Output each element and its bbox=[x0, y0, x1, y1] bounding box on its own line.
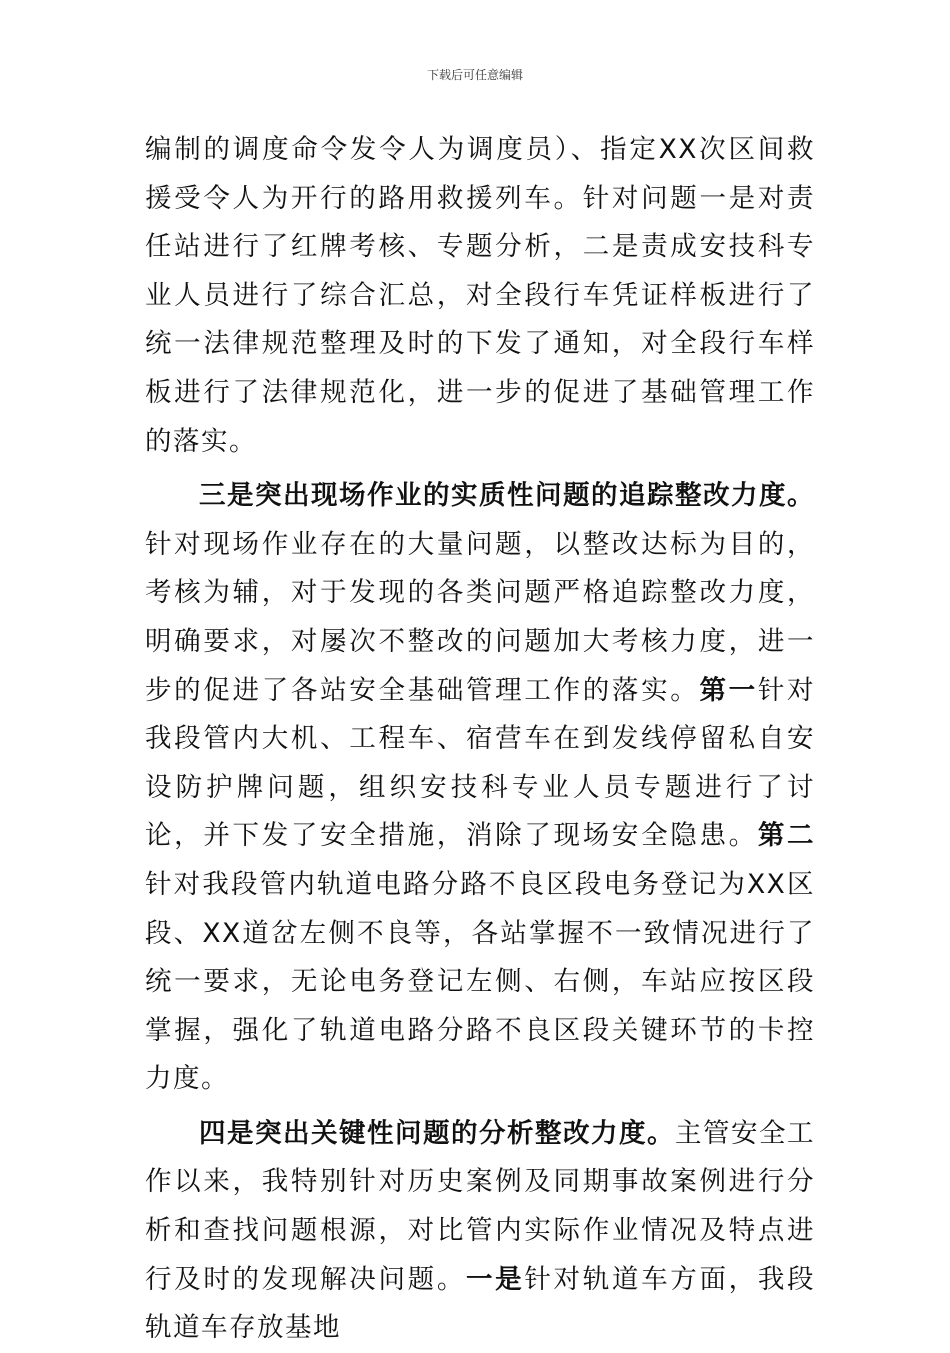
paragraph-heading: 三是突出现场作业的实质性问题的追踪整改力度。 bbox=[199, 480, 815, 512]
item-marker-one: 一是 bbox=[466, 1263, 525, 1295]
paragraph-text: 编制的调度命令发令人为调度员）、指定XX次区间救援受令人为开行的路用救援列车。针对问题一是对责任站进行了红牌考核、专题分析，二是责成安技科专业人员进行了综合汇总，对全段行车凭证样板进行了统一法律规范整理及时的下发了通知，对全段行车样板进行了法律规范化，进一步的促进了基础管理工作的落实。 bbox=[145, 134, 815, 457]
paragraph-text: 针对我段管内大机、工程车、宿营车在到发线停留私自安设防护牌问题，组织安技科专业人员专题进行了讨论，并下发了安全措施，消除了现场安全隐患。 bbox=[145, 674, 816, 852]
paragraph-text: 主管安全工作以来，我特别针对历史案例及同期事故案例进行分析和查找问题根源，对比管内实际作业情况及特点进行及时的发现解决问题。 bbox=[145, 1117, 815, 1295]
item-marker-first: 第一 bbox=[699, 674, 758, 706]
paragraph-text: 针对我段管内轨道电路分路不良区段电务登记为XX区段、XX道岔左侧不良等，各站掌握不一致情况进行了统一要求，无论电务登记左侧、右侧，车站应按区段掌握，强化了轨道电路分路不良区段关键环节的卡控力度。 bbox=[145, 868, 815, 1095]
paragraph-3 bbox=[145, 1110, 815, 1353]
paragraph-1 bbox=[145, 126, 815, 466]
paragraph-text: 针对现场作业存在的大量问题，以整改达标为目的，考核为辅，对于发现的各类问题严格追踪整改力度，明确要求，对屡次不整改的问题加大考核力度，进一步的促进了各站安全基础管理工作的落实。 bbox=[145, 528, 815, 706]
paragraph-text: 针对轨道车方面，我段轨道车存放基地 bbox=[145, 1263, 816, 1344]
page-header: 下载后可任意编辑 bbox=[426, 68, 523, 82]
document-body bbox=[145, 126, 815, 1353]
paragraph-2 bbox=[145, 472, 815, 1104]
paragraph-heading: 四是突出关键性问题的分析整改力度。 bbox=[199, 1117, 675, 1149]
item-marker-second: 第二 bbox=[757, 820, 816, 852]
